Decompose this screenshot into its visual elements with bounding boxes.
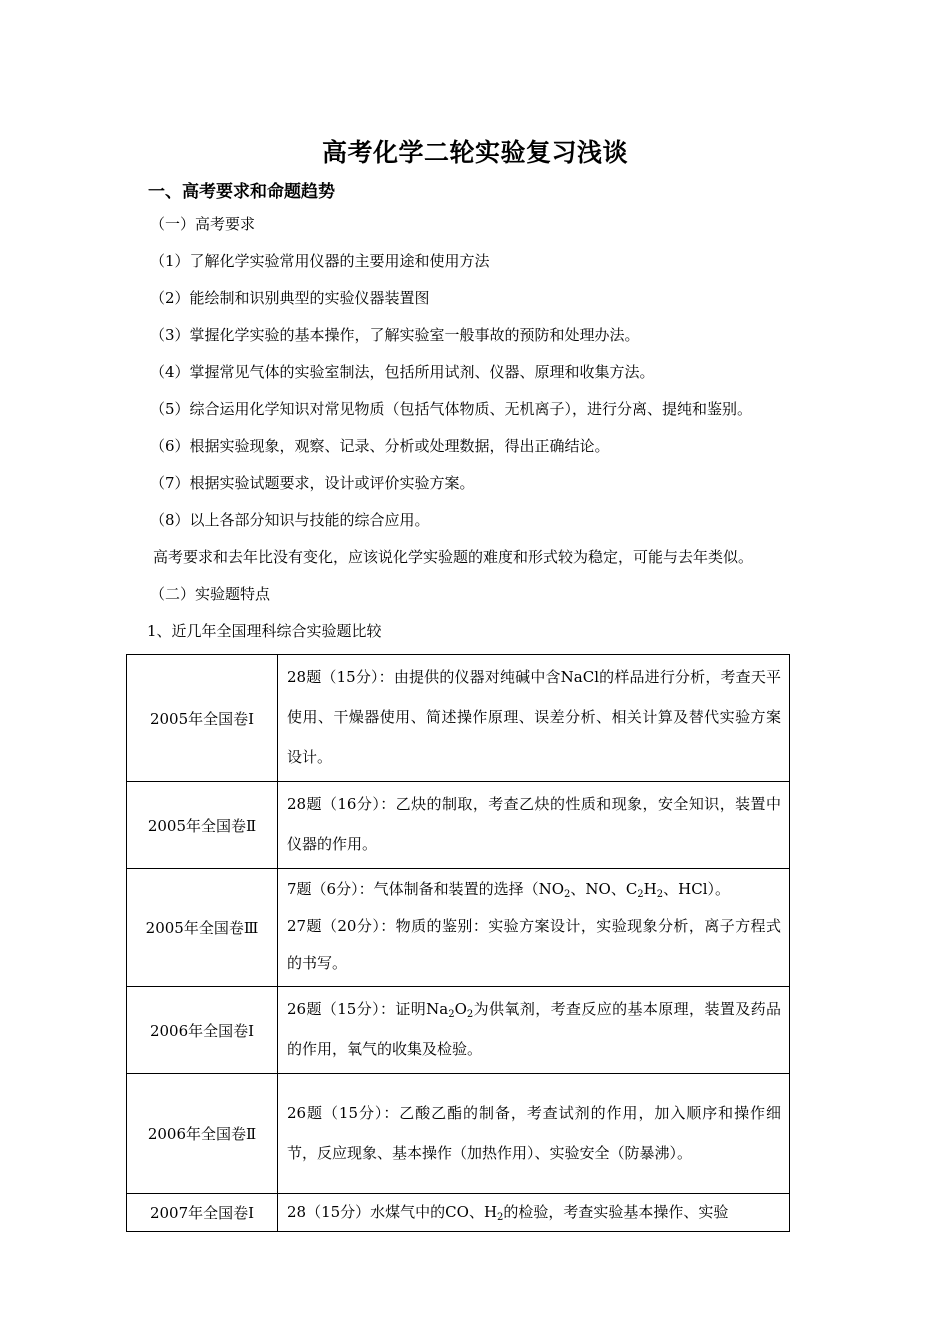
table-row <box>127 987 790 1074</box>
cell-text: 为供氧剂，考查反应的基本原理，装置及药品的作用，氧气的收集及检验。 <box>287 1000 781 1058</box>
cell-text: 27题（20分）：物质的鉴别：实验方案设计，实验现象分析，离子方程式的书写。 <box>287 917 781 972</box>
subscript: 2 <box>448 1009 455 1020</box>
exam-comparison-table <box>126 654 790 1232</box>
cell-text: 7题（6分）：气体制备和装置的选择（NO <box>287 880 565 898</box>
table-row <box>127 869 790 987</box>
cell-text: O <box>454 1000 467 1018</box>
paragraph: 高考要求和去年比没有变化，应该说化学实验题的难度和形式较为稳定，可能与去年类似。 <box>153 548 754 566</box>
subscript: 2 <box>656 889 664 900</box>
table-cell-exam: 2005年全国卷Ⅱ <box>127 782 278 869</box>
paragraph: （3）掌握化学实验的基本操作，了解实验室一般事故的预防和处理办法。 <box>150 326 640 344</box>
paragraph: （8）以上各部分知识与技能的综合应用。 <box>150 511 430 529</box>
cell-text: 的检验，考查实验基本操作、实验 <box>503 1202 729 1221</box>
cell-text: H <box>643 880 657 898</box>
paragraph: （一）高考要求 <box>150 215 256 233</box>
table-cell-content: 26题（15分）：乙酸乙酯的制备，考查试剂的作用，加入顺序和操作细节，反应现象、基本操作（加热作用）、实验安全（防暴沸）。 <box>278 1074 790 1194</box>
paragraph: （4）掌握常见气体的实验室制法，包括所用试剂、仪器、原理和收集方法。 <box>150 363 655 381</box>
section-heading: 一、高考要求和命题趋势 <box>148 182 335 202</box>
paragraph: （1）了解化学实验常用仪器的主要用途和使用方法 <box>150 252 490 270</box>
paragraph: （5）综合运用化学知识对常见物质（包括气体物质、无机离子），进行分离、提纯和鉴别。 <box>150 400 753 418</box>
paragraph: （2）能绘制和识别典型的实验仪器装置图 <box>150 289 430 307</box>
table-cell-exam: 2006年全国卷Ⅰ <box>127 987 278 1074</box>
subscript: 2 <box>564 889 571 900</box>
table-row <box>127 1194 790 1232</box>
cell-text: 、NO、C <box>570 880 638 898</box>
paragraph: （7）根据实验试题要求，设计或评价实验方案。 <box>150 474 475 492</box>
table-cell-exam: 2005年全国卷Ⅲ <box>127 869 278 987</box>
cell-text: 26题（15分）：证明Na <box>287 1000 449 1018</box>
table-cell-content <box>278 869 790 987</box>
table-row <box>127 782 790 869</box>
cell-text: 28（15分）水煤气中的CO、H <box>287 1202 498 1221</box>
paragraph: （6）根据实验现象，观察、记录、分析或处理数据，得出正确结论。 <box>150 437 610 455</box>
table-row <box>127 655 790 782</box>
paragraph: 1、近几年全国理科综合实验题比较 <box>147 622 382 640</box>
document-title: 高考化学二轮实验复习浅谈 <box>321 138 628 167</box>
table-row <box>127 1074 790 1194</box>
cell-text: 、HCl）。 <box>663 880 730 898</box>
table-cell-content <box>278 987 790 1074</box>
table-cell-exam: 2005年全国卷Ⅰ <box>127 655 278 782</box>
subscript: 2 <box>466 1009 474 1020</box>
table-cell-content: 28题（15分）：由提供的仪器对纯碱中含NaCl的样品进行分析，考查天平使用、干燥器使用、简述操作原理、误差分析、相关计算及替代实验方案设计。 <box>278 655 790 782</box>
table-cell-exam: 2007年全国卷Ⅰ <box>127 1194 278 1232</box>
table-cell-content <box>278 1194 790 1232</box>
paragraph: （二）实验题特点 <box>150 585 271 603</box>
table-cell-exam: 2006年全国卷Ⅱ <box>127 1074 278 1194</box>
subscript: 2 <box>497 1211 504 1223</box>
subscript: 2 <box>637 889 644 900</box>
table-cell-content: 28题（16分）：乙炔的制取，考查乙炔的性质和现象，安全知识，装置中仪器的作用。 <box>278 782 790 869</box>
